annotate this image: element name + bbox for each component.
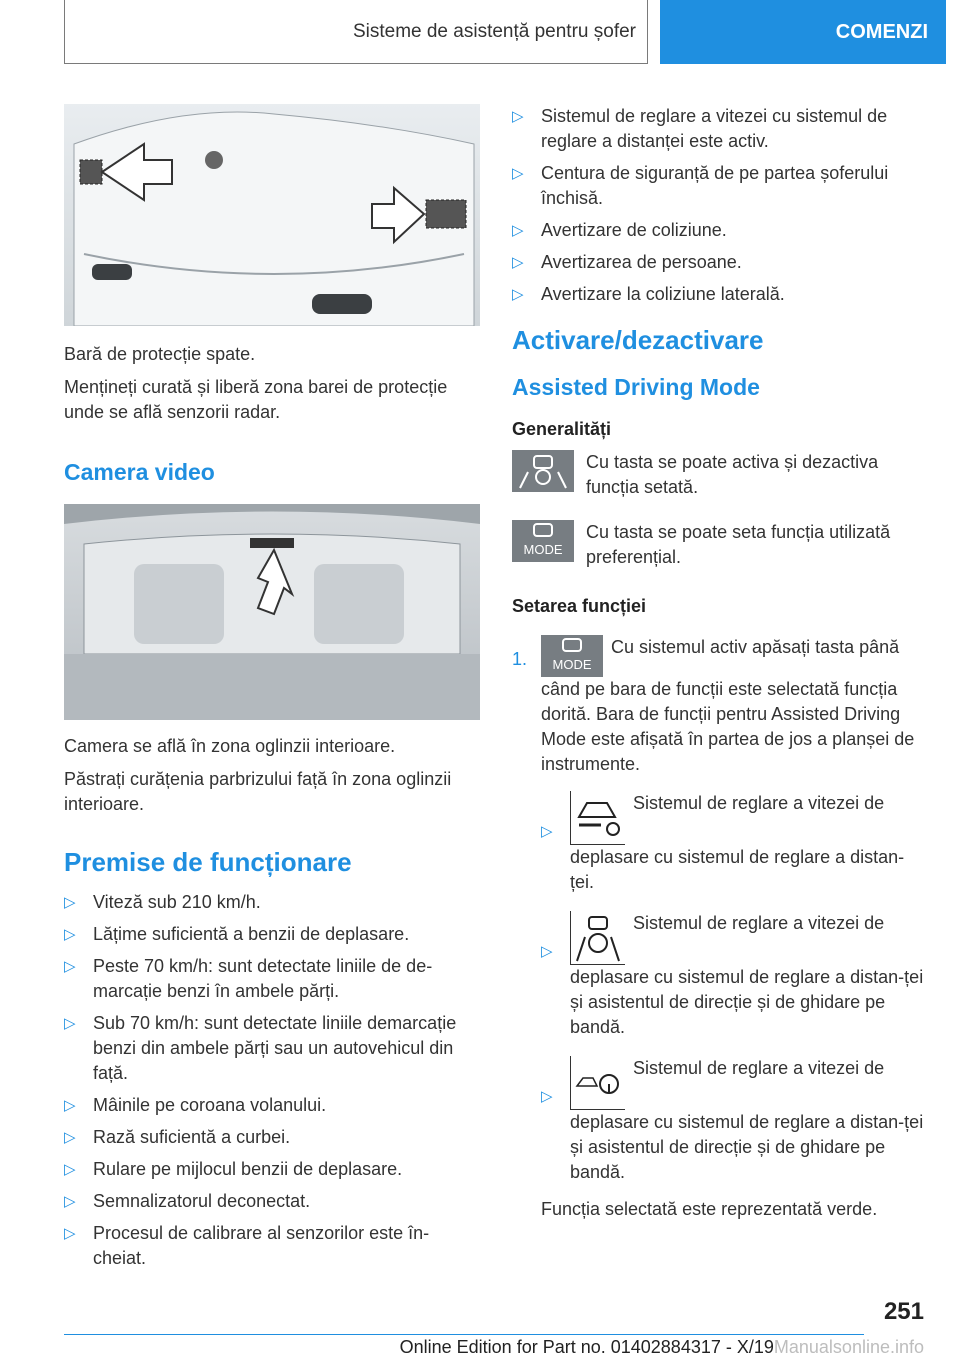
step-number: 1.: [512, 649, 528, 669]
triangle-bullet-icon: ▷: [64, 1097, 76, 1114]
premise-heading: Premise de funcționare: [64, 847, 352, 877]
rear-bumper-figure: [64, 104, 480, 326]
list-item: ▷ Mâinile pe coroana volanului.: [64, 1093, 480, 1118]
assist-key-icon: [512, 450, 574, 492]
key1-text: Cu tasta se poate activa și dezactiva funcția setată.: [586, 452, 879, 497]
step-1: [512, 635, 928, 1222]
triangle-bullet-icon: ▷: [64, 926, 76, 943]
list-item: ▷ Centura de siguranță de pe partea șoferului închisă.: [512, 163, 889, 208]
adm-heading: Assisted Driving Mode: [512, 374, 760, 400]
triangle-bullet-icon: ▷: [512, 222, 524, 239]
svg-text:MODE: MODE: [523, 542, 563, 557]
triangle-bullet-icon: ▷: [64, 1161, 76, 1178]
list-item: ▷ Procesul de calibrare al senzorilor este în-cheiat.: [64, 1223, 430, 1268]
list-item: ▷ Avertizare la coliziune laterală.: [512, 282, 928, 307]
triangle-bullet-icon: ▷: [64, 1225, 76, 1242]
list-item: ▷ Sistemul de reglare a vitezei cu sistemul de reglare a distanței este activ.: [512, 106, 888, 151]
triangle-bullet-icon: ▷: [64, 1129, 76, 1146]
selected-text: Funcția selectată este reprezentată verde.: [541, 1199, 878, 1219]
triangle-bullet-icon: ▷: [64, 894, 76, 911]
activation-heading: Activare/dezactivare: [512, 325, 764, 355]
camera-text: Păstrați curățenia parbrizului față în zona oglinzii interioare.: [64, 769, 452, 814]
triangle-bullet-icon: ▷: [541, 943, 553, 960]
triangle-bullet-icon: ▷: [64, 1015, 76, 1032]
general-heading: Generalități: [512, 419, 612, 439]
list-item: ▷ Lățime suficientă a benzii de deplasare.: [64, 922, 480, 947]
camera-figure: [64, 504, 480, 720]
right-column: [512, 104, 928, 1222]
mode-options-list: [541, 791, 928, 1185]
left-column: [64, 104, 480, 1278]
bumper-caption: Bară de protecție spate.: [64, 344, 256, 364]
list-item: ▷ Sub 70 km/h: sunt detectate liniile demarcație benzi din ambele părți sau un autovehicul din față.: [64, 1013, 457, 1083]
triangle-bullet-icon: ▷: [64, 1193, 76, 1210]
list-item: ▷ Rulare pe mijlocul benzii de deplasare.: [64, 1157, 480, 1182]
watermark: Manualsonline.info: [773, 1337, 924, 1357]
mode-key-icon: [541, 635, 603, 677]
requirement-list: [512, 104, 928, 307]
triangle-bullet-icon: ▷: [512, 286, 524, 303]
mode-key-icon: [512, 520, 574, 562]
triangle-bullet-icon: ▷: [512, 165, 524, 182]
step-text: MODE Cu sistemul activ apăsați tasta până când pe bara de funcții este selectată funcția dorită. Bara de funcții pentru Assisted Driving Mode este afișată în partea de jos a planșei de instrumente.: [541, 637, 915, 774]
key1-row: [512, 450, 928, 500]
acc-distance-icon: [570, 791, 625, 845]
camera-caption: Camera se află în zona oglinzii interioare.: [64, 736, 396, 756]
list-item: ▷ Peste 70 km/h: sunt detectate liniile de de-marcație benzi în ambele părți.: [64, 956, 433, 1001]
list-item: ▷ Sistemul de reglare a vitezei de deplasare cu sistemul de reglare a distan-ței.: [541, 793, 905, 892]
chapter-tab[interactable]: COMENZI: [660, 0, 946, 64]
list-item: ▷ Avertizarea de persoane.: [512, 250, 928, 275]
triangle-bullet-icon: ▷: [541, 823, 553, 840]
footer-rule: [64, 1334, 864, 1335]
bumper-text: Mențineți curată și liberă zona barei de protecție unde se află senzorii radar.: [64, 377, 448, 422]
footer-edition: Online Edition for Part no. 01402884317 - X/19Manualsonline.info: [399, 1337, 924, 1357]
triangle-bullet-icon: ▷: [512, 254, 524, 271]
triangle-bullet-icon: ▷: [512, 108, 524, 125]
key2-row: [512, 520, 928, 570]
list-item: ▷ Sistemul de reglare a vitezei de deplasare cu sistemul de reglare a distan-ței și asistentul de direcție și de ghidare pe bandă.: [541, 913, 924, 1037]
triangle-bullet-icon: ▷: [64, 958, 76, 975]
setting-heading: Setarea funcției: [512, 596, 647, 616]
page-number: 251: [883, 1298, 924, 1325]
list-item: ▷ Avertizare de coliziune.: [512, 218, 928, 243]
section-title: Sisteme de asistență pentru șofer: [352, 21, 636, 42]
steering-assist-icon: [570, 911, 625, 965]
premise-list: [64, 890, 480, 1271]
key2-text: Cu tasta se poate seta funcția utilizată preferențial.: [586, 522, 891, 567]
list-item: ▷ Viteză sub 210 km/h.: [64, 890, 480, 915]
svg-text:MODE: MODE: [552, 657, 592, 672]
list-item: ▷ Sistemul de reglare a vitezei de deplasare cu sistemul de reglare a distan-ței și asistentul de direcție și de ghidare pe bandă.: [541, 1058, 924, 1182]
steering-wheel-icon: [570, 1056, 625, 1110]
triangle-bullet-icon: ▷: [541, 1088, 553, 1105]
list-item: ▷ Semnalizatorul deconectat.: [64, 1189, 480, 1214]
list-item: ▷ Rază suficientă a curbei.: [64, 1125, 480, 1150]
camera-heading: Camera video: [64, 459, 215, 485]
